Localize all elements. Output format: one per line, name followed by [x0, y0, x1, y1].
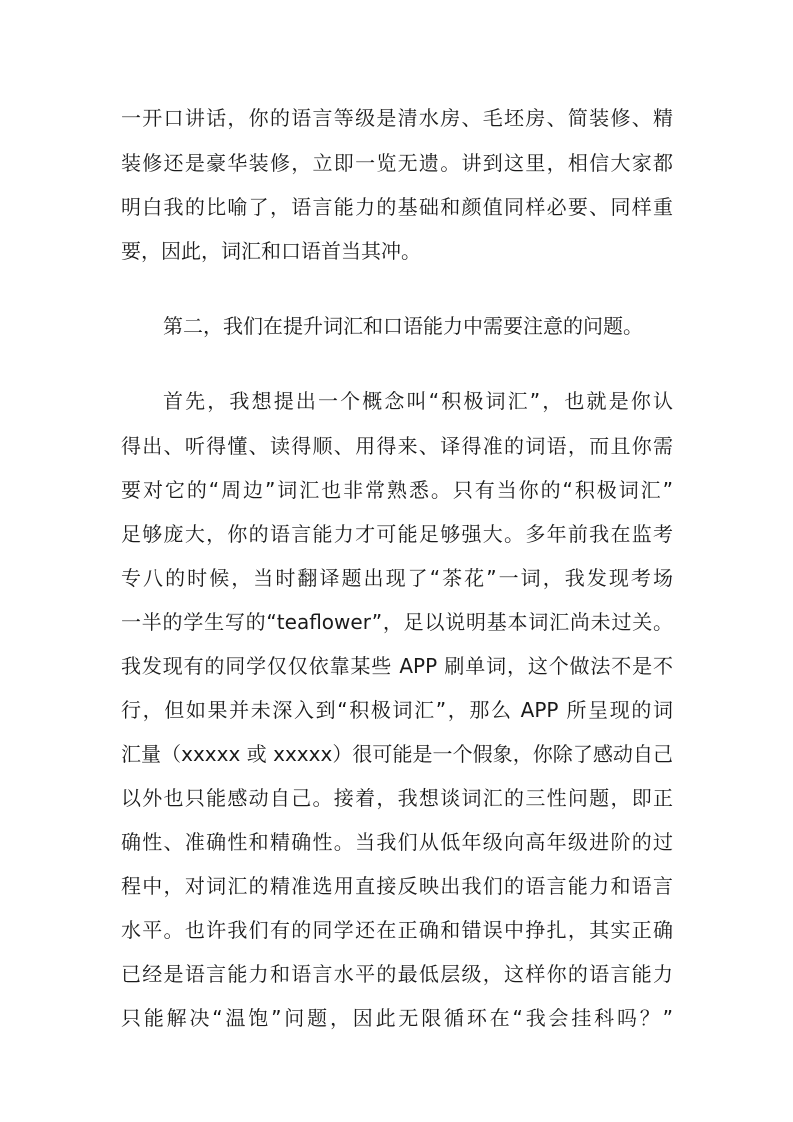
text-line: 确性、准确性和精确性。当我们从低年级向高年级进阶的过 [121, 830, 673, 854]
text-line: 专八的时候，当时翻译题出现了“茶花”一词，我发现考场 [121, 566, 673, 590]
text-line: 汇量（xxxxx 或 xxxxx）很可能是一个假象，你除了感动自己 [121, 742, 673, 766]
text-line: 水平。也许我们有的同学还在正确和错误中挣扎，其实正确 [121, 918, 673, 942]
text-line: 我发现有的同学仅仅依靠某些 APP 刷单词，这个做法不是不 [121, 654, 673, 678]
text-line: 首先，我想提出一个概念叫“积极词汇”，也就是你认 [163, 389, 673, 413]
text-line: 程中，对词汇的精准选用直接反映出我们的语言能力和语言 [121, 874, 673, 898]
text-line: 要，因此，词汇和口语首当其冲。 [121, 239, 421, 263]
text-line: 一开口讲话，你的语言等级是清水房、毛坯房、简装修、精 [121, 106, 673, 130]
text-line: 只能解决“温饱”问题，因此无限循环在“我会挂科吗？” [121, 1006, 673, 1030]
text-line: 装修还是豪华装修，立即一览无遗。讲到这里，相信大家都 [121, 151, 673, 175]
text-line: 足够庞大，你的语言能力才可能足够强大。多年前我在监考 [121, 522, 673, 546]
text-line: 已经是语言能力和语言水平的最低层级，这样你的语言能力 [121, 962, 673, 986]
text-line: 以外也只能感动自己。接着，我想谈词汇的三性问题，即正 [121, 786, 673, 810]
text-line: 一半的学生写的“teaflower”，足以说明基本词汇尚未过关。 [121, 610, 673, 634]
text-line: 要对它的“周边”词汇也非常熟悉。只有当你的“积极词汇” [121, 478, 673, 502]
text-line: 得出、听得懂、读得顺、用得来、译得准的词语，而且你需 [121, 434, 673, 458]
section-heading: 第二，我们在提升词汇和口语能力中需要注意的问题。 [163, 314, 643, 338]
text-line: 明白我的比喻了，语言能力的基础和颜值同样必要、同样重 [121, 195, 673, 219]
text-line: 行，但如果并未深入到“积极词汇”，那么 APP 所呈现的词 [121, 698, 673, 722]
